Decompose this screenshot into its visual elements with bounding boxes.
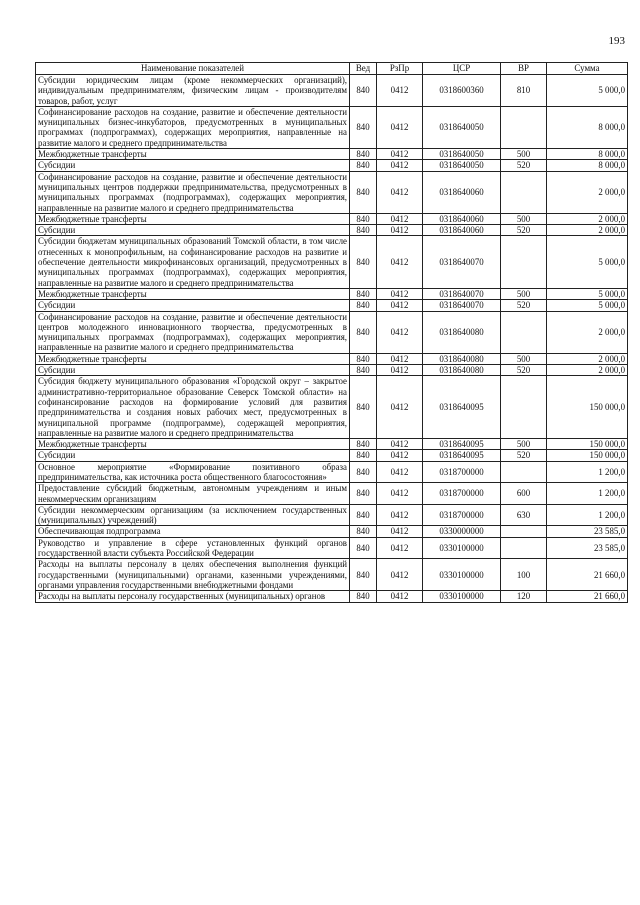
cell-rzpr: 0412 bbox=[377, 461, 423, 483]
cell-name: Межбюджетные трансферты bbox=[36, 288, 350, 299]
cell-rzpr: 0412 bbox=[377, 353, 423, 364]
table-row bbox=[36, 483, 628, 505]
cell-name: Субсидии bbox=[36, 365, 350, 376]
table-row bbox=[36, 213, 628, 224]
cell-csr: 0318640050 bbox=[423, 149, 501, 160]
cell-vr: 120 bbox=[501, 591, 547, 602]
table-row bbox=[36, 439, 628, 450]
cell-vr: 520 bbox=[501, 160, 547, 171]
cell-csr: 0318640080 bbox=[423, 353, 501, 364]
cell-csr: 0330100000 bbox=[423, 537, 501, 559]
cell-name: Субсидия бюджету муниципального образования «Городской округ – закрытое административно-территориальное образование Северск Томской области» на софинансирование расходов на формирование условий для развития предпринимательства и создания новых рабочих мест, предусмотренных в муниципальной программе (подпрограмме), содержащей мероприятия, направленные на развитие малого и среднего предпринимательства bbox=[36, 376, 350, 439]
cell-name: Основное мероприятие «Формирование позитивного образа предпринимательства, как источника роста общественного благосостояния» bbox=[36, 461, 350, 483]
cell-ved: 840 bbox=[350, 439, 377, 450]
cell-name: Софинансирование расходов на создание, развитие и обеспечение деятельности муниципальных бизнес-инкубаторов, предусмотренных в муниципальных программах (подпрограммах), содержащих мероприятия, направленные на развитие малого и среднего предпринимательства bbox=[36, 106, 350, 148]
cell-csr: 0318640060 bbox=[423, 171, 501, 213]
table-row bbox=[36, 365, 628, 376]
table-header-row bbox=[36, 63, 628, 75]
cell-rzpr: 0412 bbox=[377, 288, 423, 299]
cell-ved: 840 bbox=[350, 483, 377, 505]
cell-ved: 840 bbox=[350, 591, 377, 602]
cell-sum: 5 000,0 bbox=[547, 288, 628, 299]
table-row bbox=[36, 160, 628, 171]
cell-csr: 0318640080 bbox=[423, 311, 501, 353]
cell-ved: 840 bbox=[350, 171, 377, 213]
cell-csr: 0318640060 bbox=[423, 213, 501, 224]
cell-sum: 150 000,0 bbox=[547, 439, 628, 450]
cell-rzpr: 0412 bbox=[377, 450, 423, 461]
cell-vr: 500 bbox=[501, 149, 547, 160]
cell-name: Межбюджетные трансферты bbox=[36, 149, 350, 160]
cell-rzpr: 0412 bbox=[377, 537, 423, 559]
cell-ved: 840 bbox=[350, 106, 377, 148]
table-row bbox=[36, 353, 628, 364]
cell-vr: 500 bbox=[501, 439, 547, 450]
cell-vr: 520 bbox=[501, 365, 547, 376]
table-row bbox=[36, 106, 628, 148]
cell-vr bbox=[501, 311, 547, 353]
header-ved: Вед bbox=[350, 63, 377, 75]
table-row bbox=[36, 559, 628, 591]
cell-rzpr: 0412 bbox=[377, 75, 423, 107]
cell-sum: 1 200,0 bbox=[547, 483, 628, 505]
cell-rzpr: 0412 bbox=[377, 236, 423, 288]
cell-sum: 21 660,0 bbox=[547, 559, 628, 591]
budget-table bbox=[35, 62, 628, 603]
cell-sum: 1 200,0 bbox=[547, 461, 628, 483]
cell-ved: 840 bbox=[350, 353, 377, 364]
cell-csr: 0330000000 bbox=[423, 526, 501, 537]
cell-sum: 150 000,0 bbox=[547, 376, 628, 439]
cell-vr: 500 bbox=[501, 353, 547, 364]
cell-vr bbox=[501, 537, 547, 559]
cell-csr: 0318640070 bbox=[423, 300, 501, 311]
page-number: 193 bbox=[608, 35, 625, 47]
cell-csr: 0318700000 bbox=[423, 461, 501, 483]
cell-rzpr: 0412 bbox=[377, 160, 423, 171]
cell-ved: 840 bbox=[350, 160, 377, 171]
cell-ved: 840 bbox=[350, 461, 377, 483]
cell-vr: 520 bbox=[501, 225, 547, 236]
table-row bbox=[36, 504, 628, 526]
cell-csr: 0318640095 bbox=[423, 376, 501, 439]
cell-sum: 2 000,0 bbox=[547, 311, 628, 353]
cell-ved: 840 bbox=[350, 149, 377, 160]
header-csr: ЦСР bbox=[423, 63, 501, 75]
cell-vr bbox=[501, 461, 547, 483]
cell-sum: 2 000,0 bbox=[547, 365, 628, 376]
cell-sum: 2 000,0 bbox=[547, 171, 628, 213]
cell-name: Расходы на выплаты персоналу в целях обеспечения выполнения функций государственными (муниципальными) органами, казенными учреждениями, органами управления государственными внебюджетными фондами bbox=[36, 559, 350, 591]
cell-vr bbox=[501, 376, 547, 439]
cell-rzpr: 0412 bbox=[377, 559, 423, 591]
cell-csr: 0318640080 bbox=[423, 365, 501, 376]
table-row bbox=[36, 225, 628, 236]
cell-sum: 23 585,0 bbox=[547, 537, 628, 559]
cell-rzpr: 0412 bbox=[377, 439, 423, 450]
cell-ved: 840 bbox=[350, 365, 377, 376]
cell-sum: 150 000,0 bbox=[547, 450, 628, 461]
table-row bbox=[36, 75, 628, 107]
table-row bbox=[36, 288, 628, 299]
cell-ved: 840 bbox=[350, 559, 377, 591]
cell-vr: 520 bbox=[501, 300, 547, 311]
cell-rzpr: 0412 bbox=[377, 213, 423, 224]
cell-ved: 840 bbox=[350, 288, 377, 299]
cell-ved: 840 bbox=[350, 526, 377, 537]
table-row bbox=[36, 450, 628, 461]
cell-vr bbox=[501, 236, 547, 288]
cell-name: Софинансирование расходов на создание, развитие и обеспечение деятельности муниципальных центров поддержки предпринимательства, предусмотренных в муниципальных программах (подпрограммах), содержащих мероприятия, направленные на развитие малого и среднего предпринимательства bbox=[36, 171, 350, 213]
cell-name: Межбюджетные трансферты bbox=[36, 439, 350, 450]
cell-name: Субсидии bbox=[36, 450, 350, 461]
cell-rzpr: 0412 bbox=[377, 504, 423, 526]
cell-sum: 8 000,0 bbox=[547, 149, 628, 160]
cell-sum: 1 200,0 bbox=[547, 504, 628, 526]
cell-ved: 840 bbox=[350, 236, 377, 288]
cell-csr: 0318640070 bbox=[423, 236, 501, 288]
cell-sum: 23 585,0 bbox=[547, 526, 628, 537]
cell-rzpr: 0412 bbox=[377, 171, 423, 213]
cell-sum: 8 000,0 bbox=[547, 106, 628, 148]
cell-vr: 520 bbox=[501, 450, 547, 461]
cell-csr: 0318700000 bbox=[423, 483, 501, 505]
cell-vr bbox=[501, 106, 547, 148]
cell-vr: 630 bbox=[501, 504, 547, 526]
cell-ved: 840 bbox=[350, 213, 377, 224]
cell-vr: 810 bbox=[501, 75, 547, 107]
cell-sum: 5 000,0 bbox=[547, 75, 628, 107]
header-rzpr: РзПр bbox=[377, 63, 423, 75]
cell-csr: 0318640050 bbox=[423, 160, 501, 171]
cell-name: Субсидии юридическим лицам (кроме некоммерческих организаций), индивидуальным предпринимателям, физическим лицам - производителям товаров, работ, услуг bbox=[36, 75, 350, 107]
cell-csr: 0318640095 bbox=[423, 439, 501, 450]
cell-rzpr: 0412 bbox=[377, 591, 423, 602]
cell-rzpr: 0412 bbox=[377, 106, 423, 148]
table-row bbox=[36, 236, 628, 288]
header-vr: ВР bbox=[501, 63, 547, 75]
cell-name: Субсидии bbox=[36, 160, 350, 171]
cell-ved: 840 bbox=[350, 376, 377, 439]
table-row bbox=[36, 311, 628, 353]
cell-ved: 840 bbox=[350, 225, 377, 236]
table-row bbox=[36, 526, 628, 537]
cell-name: Софинансирование расходов на создание, развитие и обеспечение деятельности центров молодежного инновационного творчества, предусмотренных в муниципальных программах (подпрограммах), содержащих мероприятия, направленные на развитие малого и среднего предпринимательства bbox=[36, 311, 350, 353]
cell-rzpr: 0412 bbox=[377, 526, 423, 537]
table-row bbox=[36, 376, 628, 439]
cell-vr bbox=[501, 526, 547, 537]
cell-rzpr: 0412 bbox=[377, 483, 423, 505]
cell-rzpr: 0412 bbox=[377, 149, 423, 160]
table-row bbox=[36, 149, 628, 160]
cell-csr: 0318700000 bbox=[423, 504, 501, 526]
cell-rzpr: 0412 bbox=[377, 300, 423, 311]
cell-name: Межбюджетные трансферты bbox=[36, 353, 350, 364]
cell-sum: 21 660,0 bbox=[547, 591, 628, 602]
cell-ved: 840 bbox=[350, 537, 377, 559]
table-row bbox=[36, 461, 628, 483]
cell-vr: 500 bbox=[501, 213, 547, 224]
cell-sum: 2 000,0 bbox=[547, 225, 628, 236]
cell-vr: 500 bbox=[501, 288, 547, 299]
cell-name: Субсидии bbox=[36, 225, 350, 236]
header-sum: Сумма bbox=[547, 63, 628, 75]
cell-csr: 0318640050 bbox=[423, 106, 501, 148]
cell-name: Обеспечивающая подпрограмма bbox=[36, 526, 350, 537]
cell-name: Субсидии бюджетам муниципальных образований Томской области, в том числе отнесенных к монопрофильным, на софинансирование расходов на развитие и обеспечение деятельности микрофинансовых организаций, предусмотренных в муниципальных программах (подпрограммах), содержащих мероприятия, направленные на развитие малого и среднего предпринимательства bbox=[36, 236, 350, 288]
cell-csr: 0318640060 bbox=[423, 225, 501, 236]
cell-sum: 8 000,0 bbox=[547, 160, 628, 171]
cell-ved: 840 bbox=[350, 300, 377, 311]
cell-rzpr: 0412 bbox=[377, 225, 423, 236]
cell-name: Субсидии bbox=[36, 300, 350, 311]
cell-name: Расходы на выплаты персоналу государственных (муниципальных) органов bbox=[36, 591, 350, 602]
cell-rzpr: 0412 bbox=[377, 376, 423, 439]
cell-ved: 840 bbox=[350, 311, 377, 353]
cell-vr: 100 bbox=[501, 559, 547, 591]
cell-csr: 0330100000 bbox=[423, 591, 501, 602]
cell-ved: 840 bbox=[350, 504, 377, 526]
table-row bbox=[36, 300, 628, 311]
cell-rzpr: 0412 bbox=[377, 311, 423, 353]
cell-name: Межбюджетные трансферты bbox=[36, 213, 350, 224]
cell-name: Субсидии некоммерческим организациям (за исключением государственных (муниципальных) учреждений) bbox=[36, 504, 350, 526]
cell-ved: 840 bbox=[350, 75, 377, 107]
cell-vr: 600 bbox=[501, 483, 547, 505]
header-name: Наименование показателей bbox=[36, 63, 350, 75]
cell-csr: 0318640095 bbox=[423, 450, 501, 461]
cell-rzpr: 0412 bbox=[377, 365, 423, 376]
cell-csr: 0318640070 bbox=[423, 288, 501, 299]
cell-csr: 0318600360 bbox=[423, 75, 501, 107]
table-row bbox=[36, 171, 628, 213]
cell-vr bbox=[501, 171, 547, 213]
table-row bbox=[36, 537, 628, 559]
cell-name: Руководство и управление в сфере установленных функций органов государственной власти субъекта Российской Федерации bbox=[36, 537, 350, 559]
cell-sum: 5 000,0 bbox=[547, 300, 628, 311]
table-row bbox=[36, 591, 628, 602]
cell-sum: 2 000,0 bbox=[547, 213, 628, 224]
cell-sum: 2 000,0 bbox=[547, 353, 628, 364]
cell-name: Предоставление субсидий бюджетным, автономным учреждениям и иным некоммерческим организациям bbox=[36, 483, 350, 505]
cell-ved: 840 bbox=[350, 450, 377, 461]
cell-csr: 0330100000 bbox=[423, 559, 501, 591]
cell-sum: 5 000,0 bbox=[547, 236, 628, 288]
